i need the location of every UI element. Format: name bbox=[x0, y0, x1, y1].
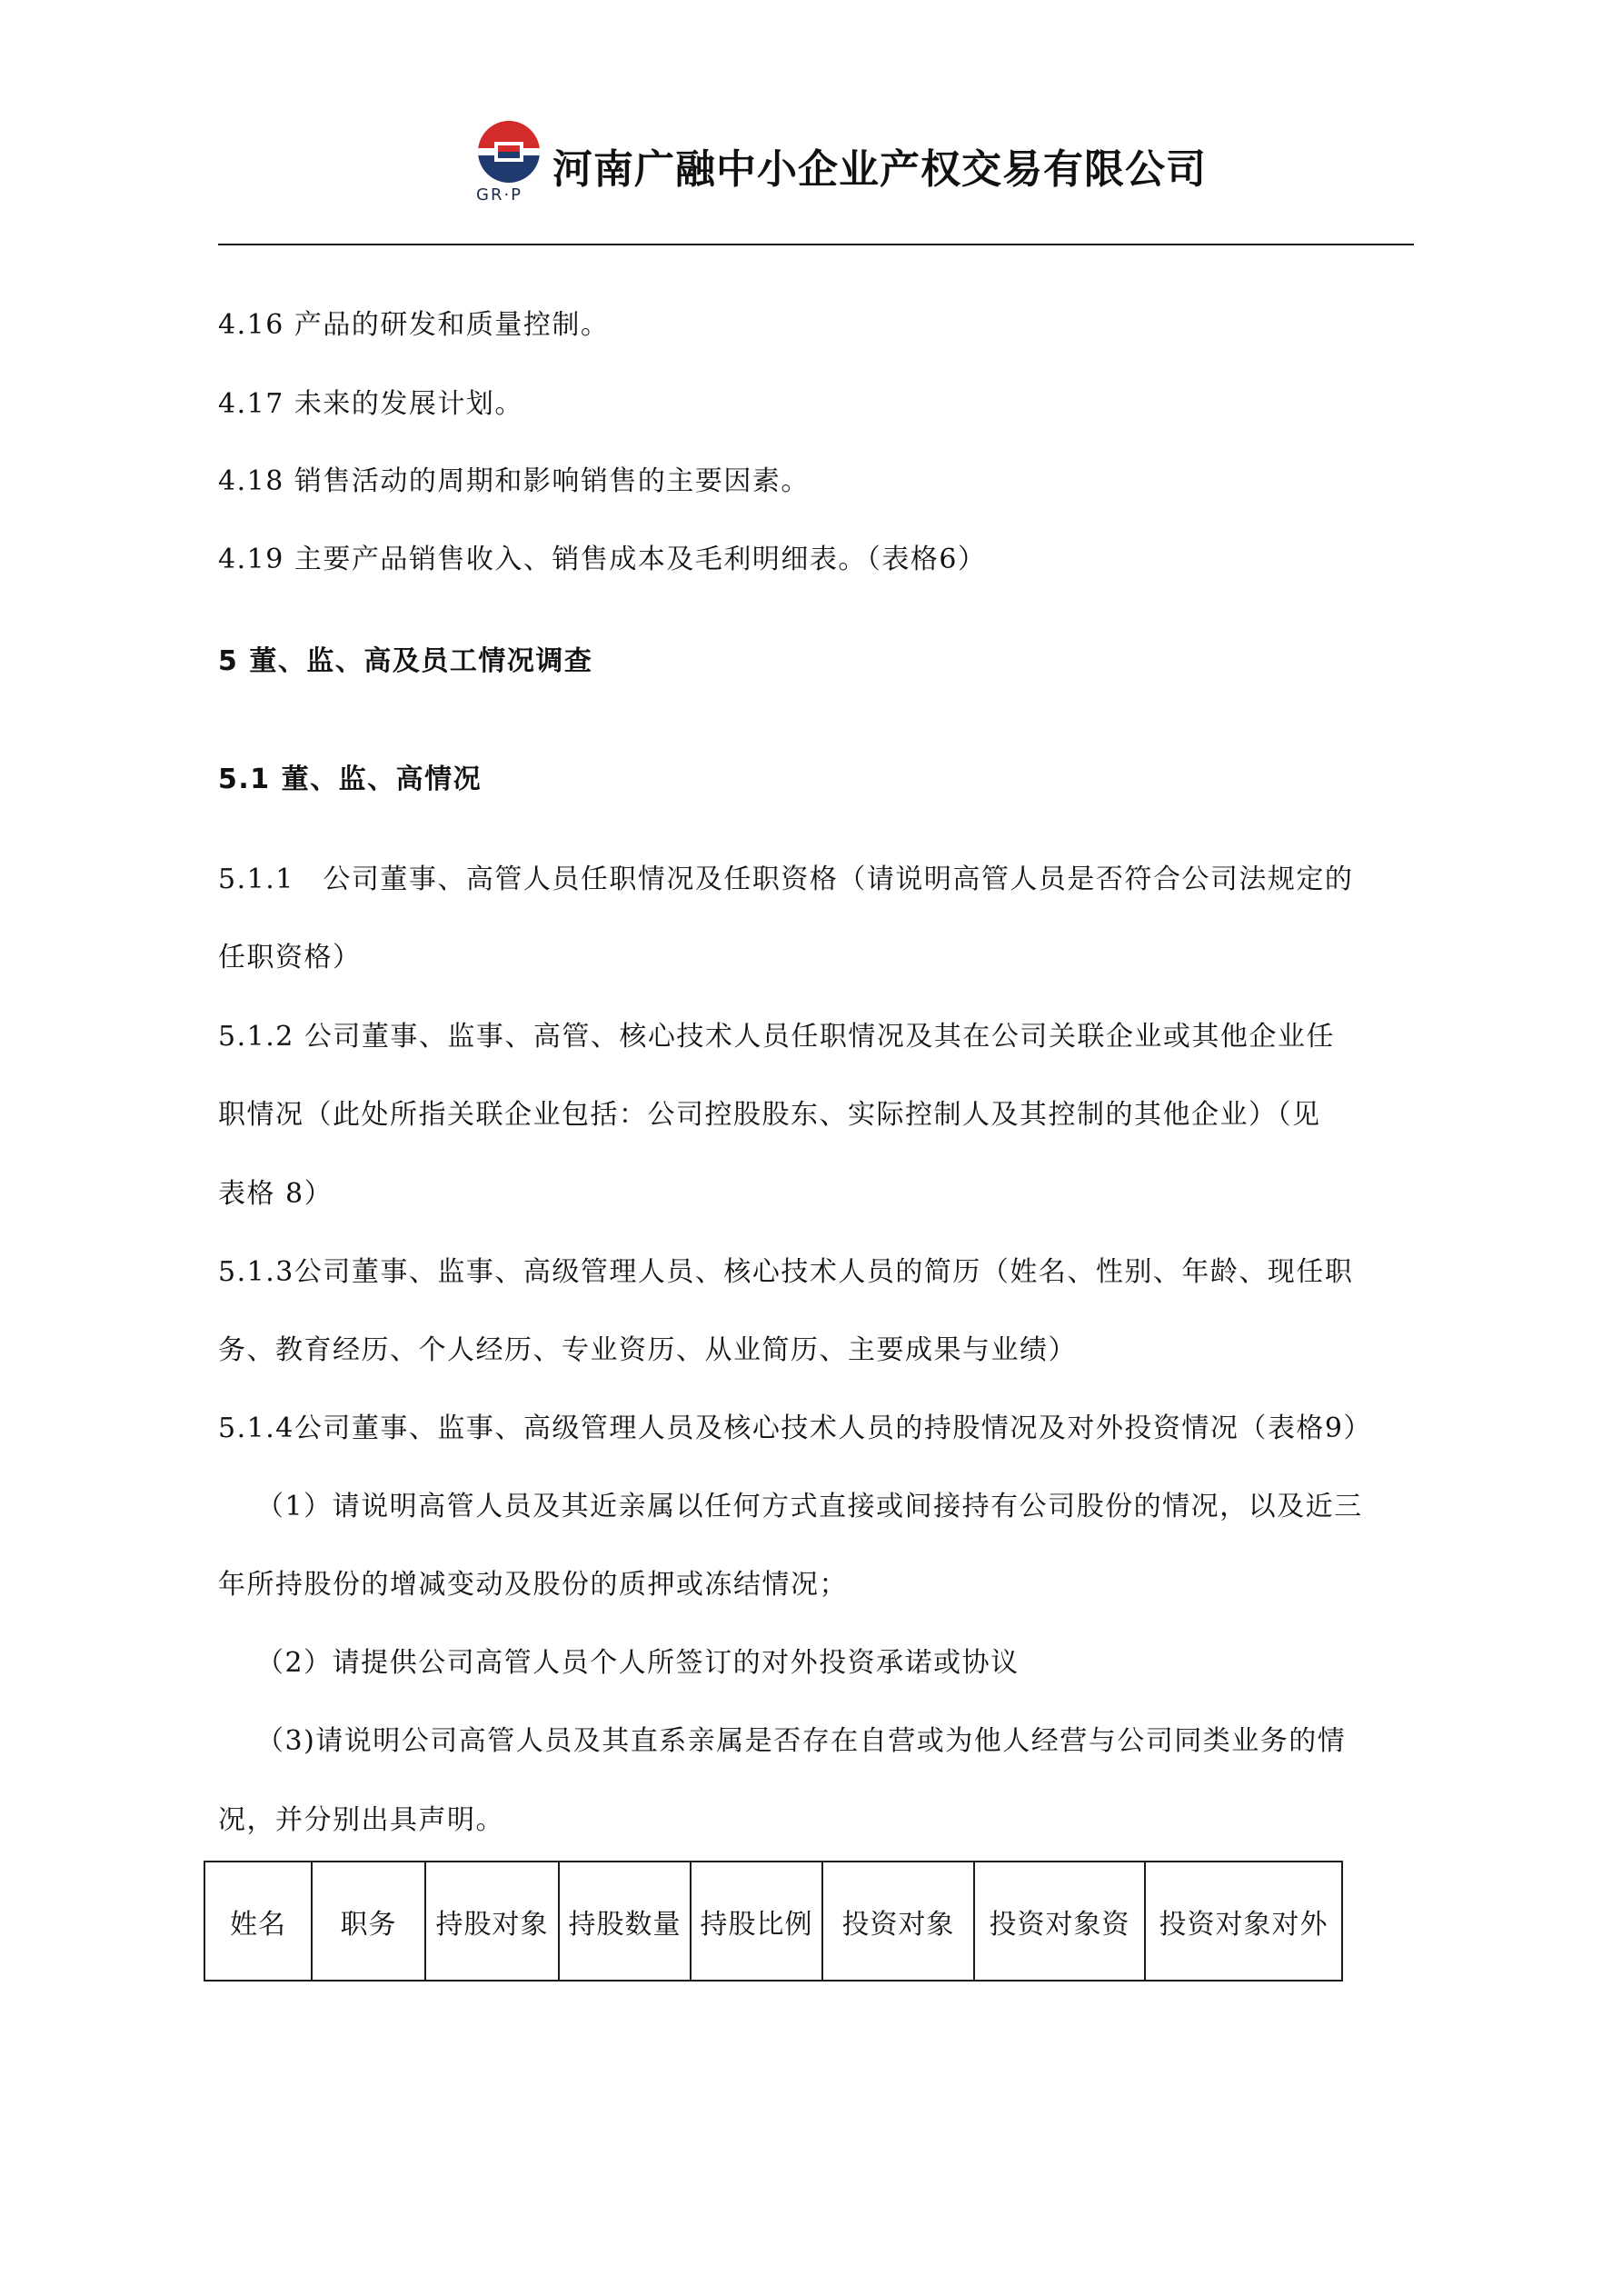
line-4-17: 4.17 未来的发展计划。 bbox=[218, 388, 523, 420]
table-header-cell: 姓名 bbox=[204, 1862, 312, 1981]
table-header-cell: 职务 bbox=[312, 1862, 425, 1981]
table-header-cell: 持股比例 bbox=[691, 1862, 822, 1981]
line-4-19: 4.19 主要产品销售收入、销售成本及毛利明细表。（表格6） bbox=[218, 544, 987, 575]
table-header-row bbox=[204, 1862, 1342, 1981]
table-header-cell: 持股数量 bbox=[559, 1862, 691, 1981]
header-divider bbox=[218, 244, 1414, 245]
table-header-cell: 持股对象 bbox=[425, 1862, 559, 1981]
line-item-2: （2）请提供公司高管人员个人所签订的对外投资承诺或协议 bbox=[256, 1647, 1020, 1679]
table-header-cell: 投资对象 bbox=[822, 1862, 974, 1981]
line-4-16: 4.16 产品的研发和质量控制。 bbox=[218, 309, 610, 341]
logo-caption: GR·P bbox=[476, 185, 523, 205]
line-5-1-2-cont-2: 表格 8） bbox=[218, 1178, 333, 1210]
page-header bbox=[0, 0, 1622, 247]
line-5-1-1-cont: 任职资格） bbox=[218, 942, 362, 973]
company-name: 河南广融中小企业产权交易有限公司 bbox=[552, 146, 1207, 193]
shareholding-table bbox=[204, 1861, 1343, 1982]
line-5-1-2-cont: 职情况（此处所指关联企业包括：公司控股股东、实际控制人及其控制的其他企业）（见 bbox=[218, 1099, 1321, 1131]
section-heading-5: 5 董、监、高及员工情况调查 bbox=[218, 645, 593, 677]
line-5-1-1: 5.1.1 公司董事、高管人员任职情况及任职资格（请说明高管人员是否符合公司法规定的 bbox=[218, 863, 1354, 895]
line-5-1-4: 5.1.4公司董事、监事、高级管理人员及核心技术人员的持股情况及对外投资情况（表格9） bbox=[218, 1413, 1372, 1444]
line-item-1-cont: 年所持股份的增减变动及股份的质押或冻结情况； bbox=[218, 1569, 848, 1601]
line-5-1-3-cont: 务、教育经历、个人经历、专业资历、从业简历、主要成果与业绩） bbox=[218, 1334, 1077, 1366]
line-5-1-2: 5.1.2 公司董事、监事、高管、核心技术人员任职情况及其在公司关联企业或其他企业任 bbox=[218, 1021, 1335, 1053]
section-heading-5-1: 5.1 董、监、高情况 bbox=[218, 764, 483, 795]
table-header-cell: 投资对象资 bbox=[974, 1862, 1145, 1981]
line-item-3-cont: 况，并分别出具声明。 bbox=[218, 1804, 504, 1836]
table-header-cell: 投资对象对外 bbox=[1145, 1862, 1342, 1981]
line-4-18: 4.18 销售活动的周期和影响销售的主要因素。 bbox=[218, 465, 810, 497]
line-item-3: （3)请说明公司高管人员及其直系亲属是否存在自营或为他人经营与公司同类业务的情 bbox=[256, 1725, 1347, 1757]
line-item-1: （1）请说明高管人员及其近亲属以任何方式直接或间接持有公司股份的情况，以及近三 bbox=[256, 1491, 1363, 1522]
company-logo-icon bbox=[477, 120, 541, 184]
line-5-1-3: 5.1.3公司董事、监事、高级管理人员、核心技术人员的简历（姓名、性别、年龄、现任职 bbox=[218, 1256, 1354, 1288]
